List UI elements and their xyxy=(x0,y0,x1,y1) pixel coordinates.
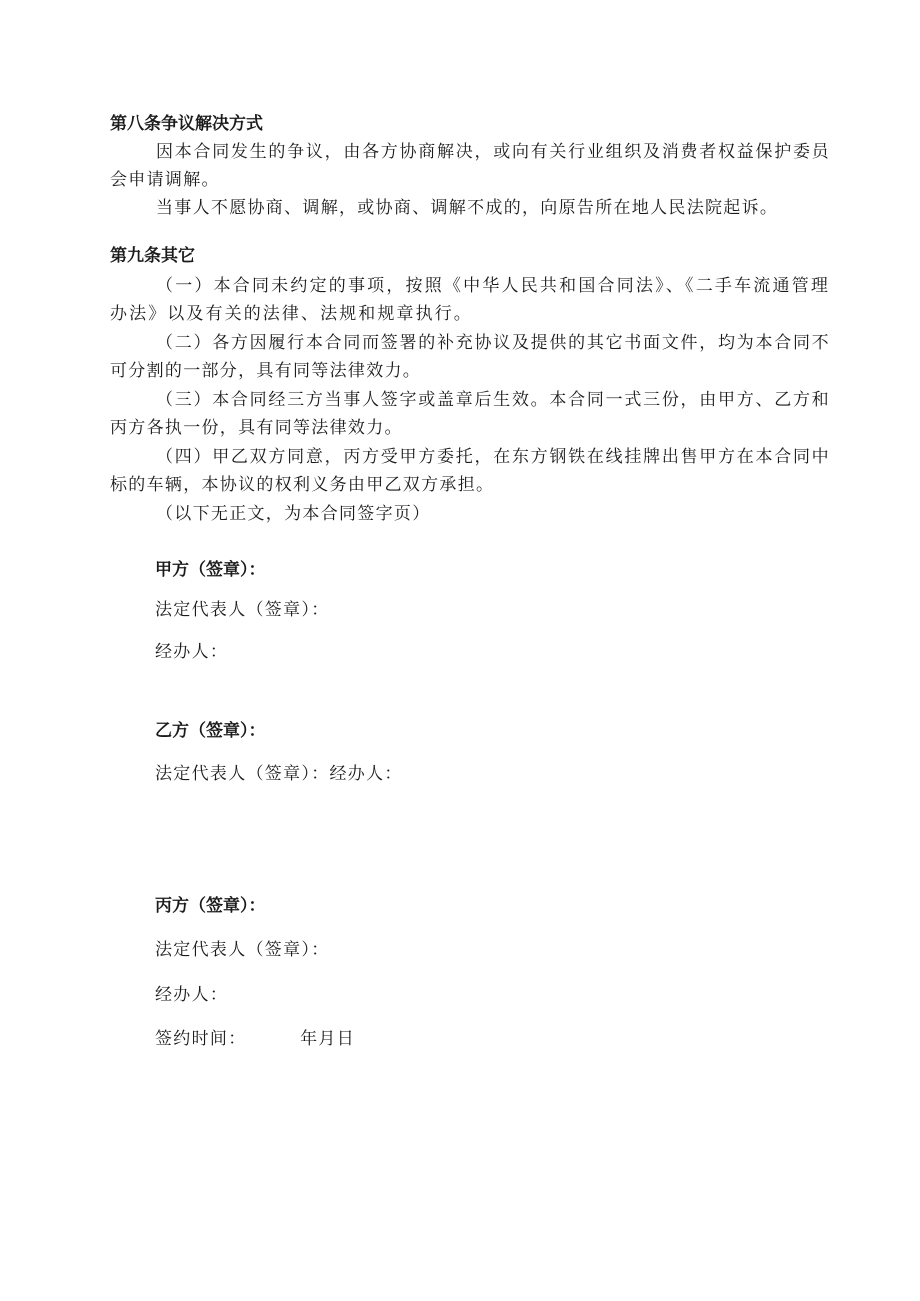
article-9-item-1: （一）本合同未约定的事项，按照《中华人民共和国合同法》、《二手车流通管理办法》以及有关的法律、法规和规章执行。 xyxy=(110,276,830,324)
party-a-agent: 经办人： xyxy=(155,642,229,662)
party-a-title: 甲方（签章）： xyxy=(155,560,266,580)
sign-date: 签约时间： 年月日 xyxy=(155,1029,356,1049)
article-9-item-2: （二）各方因履行本合同而签署的补充协议及提供的其它书面文件，均为本合同不可分割的一部分，具有同等法律效力。 xyxy=(110,333,830,381)
party-c-legal-rep: 法定代表人（签章）： xyxy=(155,940,330,960)
party-c-agent: 经办人： xyxy=(155,985,229,1005)
signature-page-note: （以下无正文，为本合同签字页） xyxy=(156,504,431,524)
article-8-title: 第八条争议解决方式 xyxy=(110,114,263,134)
article-8-paragraph-2: 当事人不愿协商、调解，或协商、调解不成的，向原告所在地人民法院起诉。 xyxy=(156,198,779,218)
article-8-paragraph-1: 因本合同发生的争议，由各方协商解决，或向有关行业组织及消费者权益保护委员会申请调解。 xyxy=(110,142,830,190)
party-b-legal-rep-agent: 法定代表人（签章）：经办人： xyxy=(155,764,403,784)
article-9-title: 第九条其它 xyxy=(110,246,195,266)
article-9-item-4: （四）甲乙双方同意，丙方受甲方委托，在东方钢铁在线挂牌出售甲方在本合同中标的车辆，本协议的权利义务由甲乙双方承担。 xyxy=(110,447,830,495)
party-a-legal-rep: 法定代表人（签章）： xyxy=(155,600,330,620)
party-b-title: 乙方（签章）： xyxy=(155,721,266,741)
article-9-item-3: （三）本合同经三方当事人签字或盖章后生效。本合同一式三份，由甲方、乙方和丙方各执一份，具有同等法律效力。 xyxy=(110,390,830,438)
party-c-title: 丙方（签章）： xyxy=(155,896,266,916)
